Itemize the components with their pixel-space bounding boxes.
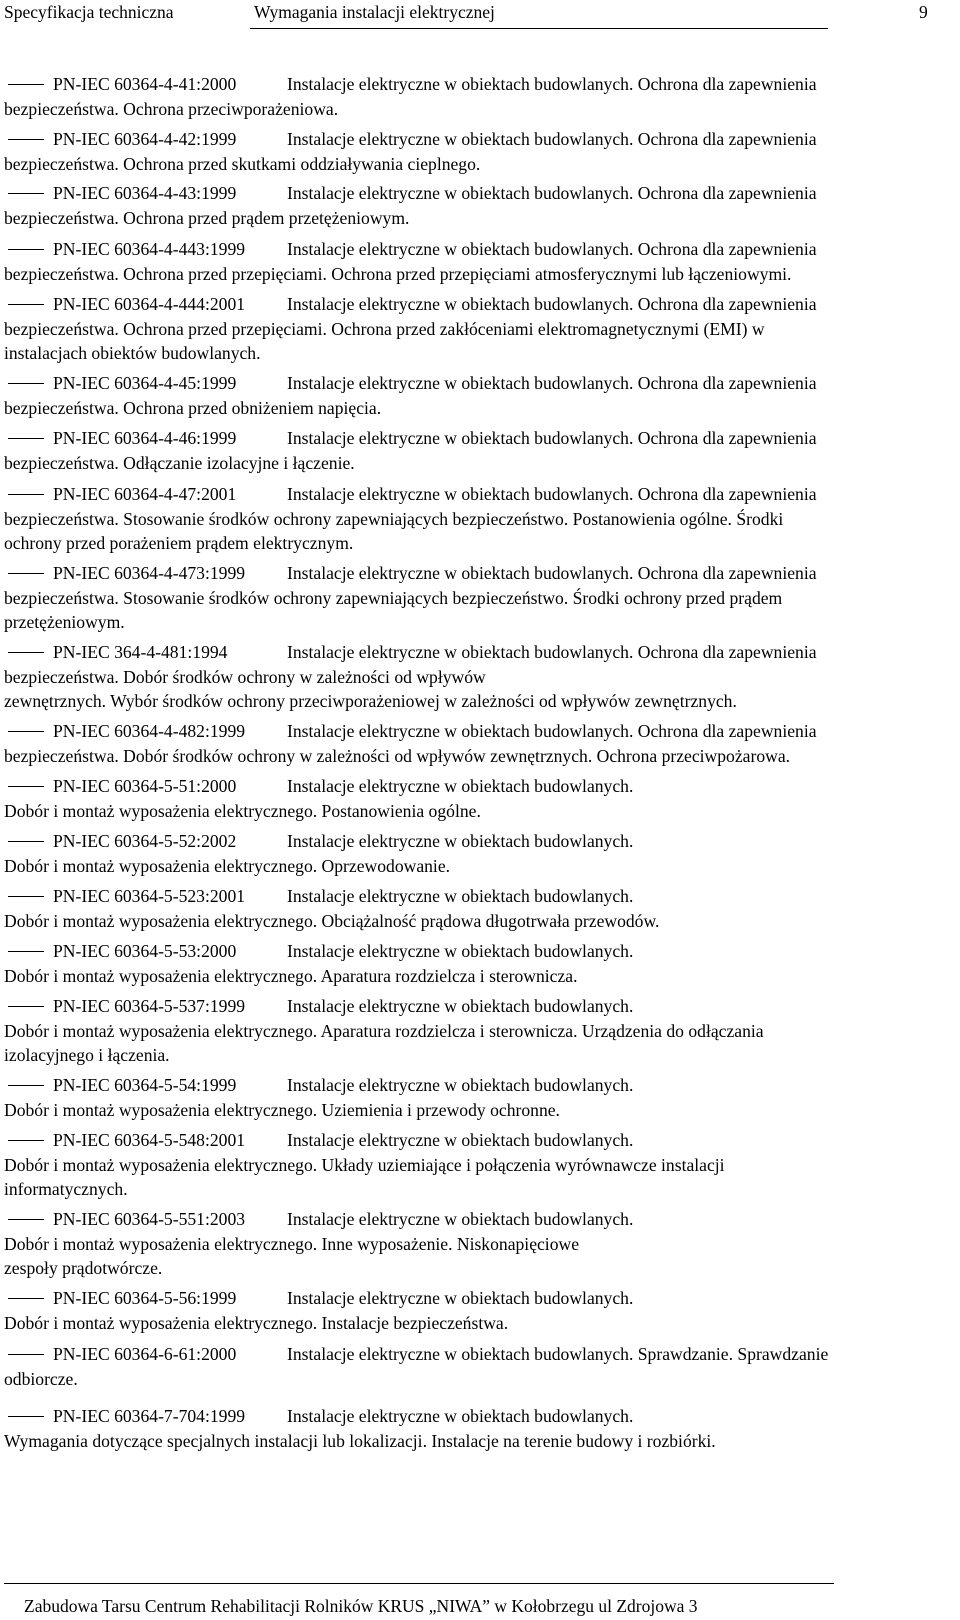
entry-continuation-line: odbiorcze. (4, 1368, 78, 1389)
standard-title: Instalacje elektryczne w obiektach budowlanych. Ochrona dla zapewnienia (287, 239, 817, 259)
em-dash-bullet-icon (4, 1075, 53, 1091)
standard-code: PN-IEC 60364-5-548:2001 (53, 1130, 246, 1150)
entry-continuation-line: bezpieczeństwa. Dobór środków ochrony w zależności od wpływów zewnętrznych. Ochrona przeciwpożarowa. (4, 745, 791, 766)
standard-code: PN-IEC 60364-4-444:2001 (53, 294, 246, 314)
standard-code: PN-IEC 364-4-481:1994 (53, 642, 228, 662)
standard-code: PN-IEC 60364-5-523:2001 (53, 886, 246, 906)
em-dash-bullet-icon (4, 886, 53, 902)
standard-title: Instalacje elektryczne w obiektach budowlanych. (287, 1209, 634, 1229)
standard-code: PN-IEC 60364-5-53:2000 (53, 941, 237, 961)
entry-continuation-line: bezpieczeństwa. Ochrona przed obniżeniem napięcia. (4, 397, 382, 418)
standard-title: Instalacje elektryczne w obiektach budowlanych. Ochrona dla zapewnienia (287, 428, 817, 448)
standard-title: Instalacje elektryczne w obiektach budowlanych. Ochrona dla zapewnienia (287, 129, 817, 149)
entry-continuation-line: bezpieczeństwa. Stosowanie środków ochrony zapewniających bezpieczeństwo. Postanowienia ogólne. Środki (4, 508, 784, 529)
entry-first-line (4, 371, 954, 396)
em-dash-bullet-icon (4, 1344, 53, 1360)
standard-code: PN-IEC 60364-4-47:2001 (53, 484, 237, 504)
entry-first-line (4, 127, 954, 152)
entry-continuation-line: Dobór i montaż wyposażenia elektrycznego. Inne wyposażenie. Niskonapięciowe (4, 1233, 580, 1254)
standard-entry (4, 371, 954, 420)
entry-continuation-line: bezpieczeństwa. Ochrona przeciwporażeniowa. (4, 98, 339, 119)
standard-title: Instalacje elektryczne w obiektach budowlanych. (287, 996, 634, 1016)
entry-first-line (4, 181, 954, 206)
em-dash-bullet-icon (4, 373, 53, 389)
entry-first-line (4, 292, 954, 317)
footer-rule (4, 1583, 834, 1584)
standard-code: PN-IEC 60364-5-52:2002 (53, 831, 237, 851)
standard-title: Instalacje elektryczne w obiektach budowlanych. Ochrona dla zapewnienia (287, 74, 817, 94)
entry-first-line (4, 719, 954, 744)
header-document-type: Specyfikacja techniczna (4, 2, 174, 22)
standard-code: PN-IEC 60364-4-41:2000 (53, 74, 237, 94)
entry-first-line (4, 482, 954, 507)
entry-continuation-line: bezpieczeństwa. Ochrona przed prądem przetężeniowym. (4, 207, 410, 228)
entry-first-line (4, 829, 954, 854)
standard-entry (4, 561, 954, 635)
entry-continuation-line: informatycznych. (4, 1179, 128, 1199)
em-dash-bullet-icon (4, 1130, 53, 1146)
entry-first-line (4, 1286, 954, 1311)
standard-title: Instalacje elektryczne w obiektach budowlanych. (287, 886, 634, 906)
header-page-number: 9 (919, 2, 928, 22)
standard-title: Instalacje elektryczne w obiektach budowlanych. (287, 1288, 634, 1308)
standard-entry (4, 884, 954, 933)
entry-continuation-line: bezpieczeństwa. Stosowanie środków ochrony zapewniających bezpieczeństwo. Środki ochrony przed prądem (4, 587, 783, 608)
entry-continuation-line: Dobór i montaż wyposażenia elektrycznego. Uziemienia i przewody ochronne. (4, 1099, 560, 1120)
entry-first-line (4, 640, 954, 665)
standard-code: PN-IEC 60364-5-56:1999 (53, 1288, 237, 1308)
entry-first-line (4, 1128, 954, 1153)
standard-entry (4, 1286, 954, 1335)
entry-continuation-line: bezpieczeństwa. Ochrona przed przepięciami. Ochrona przed przepięciami atmosferycznymi lub łączeniowymi. (4, 263, 792, 284)
standard-code: PN-IEC 60364-5-537:1999 (53, 996, 246, 1016)
standard-title: Instalacje elektryczne w obiektach budowlanych. (287, 831, 634, 851)
standard-entry (4, 181, 954, 230)
standard-code: PN-IEC 60364-4-443:1999 (53, 239, 246, 259)
entry-first-line (4, 994, 954, 1019)
standard-title: Instalacje elektryczne w obiektach budowlanych. Sprawdzanie. Sprawdzanie (287, 1344, 829, 1364)
entry-continuation-line: zewnętrznych. Wybór środków ochrony przeciwporażeniowej w zależności od wpływów zewnętrznych. (4, 691, 737, 711)
em-dash-bullet-icon (4, 721, 53, 737)
entry-continuation-line: bezpieczeństwa. Ochrona przed skutkami oddziaływania cieplnego. (4, 153, 481, 174)
standard-entry (4, 829, 954, 878)
standard-entry (4, 994, 954, 1068)
standard-title: Instalacje elektryczne w obiektach budowlanych. (287, 1130, 634, 1150)
standard-entry (4, 1207, 954, 1281)
entry-first-line (4, 426, 954, 451)
header-section-title: Wymagania instalacji elektrycznej (254, 2, 495, 22)
em-dash-bullet-icon (4, 1406, 53, 1422)
entry-continuation-line: bezpieczeństwa. Ochrona przed przepięciami. Ochrona przed zakłóceniami elektromagnetycznymi (EMI) w (4, 318, 765, 339)
standard-code: PN-IEC 60364-4-42:1999 (53, 129, 237, 149)
entry-first-line (4, 1404, 954, 1429)
standard-entry (4, 292, 954, 366)
entry-continuation-line: Dobór i montaż wyposażenia elektrycznego. Układy uziemiające i połączenia wyrównawcze instalacji (4, 1154, 725, 1175)
standard-title: Instalacje elektryczne w obiektach budowlanych. (287, 941, 634, 961)
standard-code: PN-IEC 60364-4-46:1999 (53, 428, 237, 448)
standard-title: Instalacje elektryczne w obiektach budowlanych. (287, 1406, 634, 1426)
standard-title: Instalacje elektryczne w obiektach budowlanych. (287, 1075, 634, 1095)
standard-title: Instalacje elektryczne w obiektach budowlanych. Ochrona dla zapewnienia (287, 183, 817, 203)
standard-code: PN-IEC 60364-4-482:1999 (53, 721, 246, 741)
standard-entry (4, 719, 954, 768)
standard-title: Instalacje elektryczne w obiektach budowlanych. Ochrona dla zapewnienia (287, 642, 817, 662)
standard-code: PN-IEC 60364-7-704:1999 (53, 1406, 246, 1426)
entry-first-line (4, 1342, 954, 1367)
standard-entry (4, 939, 954, 988)
em-dash-bullet-icon (4, 74, 53, 90)
standard-title: Instalacje elektryczne w obiektach budowlanych. Ochrona dla zapewnienia (287, 294, 817, 314)
standard-code: PN-IEC 60364-5-54:1999 (53, 1075, 237, 1095)
standard-code: PN-IEC 60364-4-473:1999 (53, 563, 246, 583)
em-dash-bullet-icon (4, 776, 53, 792)
entry-continuation-line: izolacyjnego i łączenia. (4, 1045, 170, 1065)
standard-code: PN-IEC 60364-4-43:1999 (53, 183, 237, 203)
entry-continuation-line: Dobór i montaż wyposażenia elektrycznego. Aparatura rozdzielcza i sterownicza. (4, 965, 578, 986)
header-rule (250, 28, 828, 29)
em-dash-bullet-icon (4, 642, 53, 658)
page-header (4, 0, 934, 28)
entry-continuation-line: Dobór i montaż wyposażenia elektrycznego. Oprzewodowanie. (4, 855, 451, 876)
em-dash-bullet-icon (4, 996, 53, 1012)
entry-continuation-line: Wymagania dotyczące specjalnych instalacji lub lokalizacji. Instalacje na terenie budowy i rozbiórki. (4, 1430, 716, 1451)
standard-code: PN-IEC 60364-4-45:1999 (53, 373, 237, 393)
entry-continuation-line: ochrony przed porażeniem prądem elektrycznym. (4, 533, 354, 553)
entry-first-line (4, 939, 954, 964)
standard-entry (4, 1128, 954, 1202)
entry-continuation-line: instalacjach obiektów budowlanych. (4, 343, 261, 363)
standard-entry (4, 72, 954, 121)
entry-first-line (4, 237, 954, 262)
standard-title: Instalacje elektryczne w obiektach budowlanych. (287, 776, 634, 796)
em-dash-bullet-icon (4, 563, 53, 579)
em-dash-bullet-icon (4, 239, 53, 255)
entry-continuation-line: zespoły prądotwórcze. (4, 1258, 163, 1278)
standard-title: Instalacje elektryczne w obiektach budowlanych. Ochrona dla zapewnienia (287, 484, 817, 504)
standard-entry (4, 1073, 954, 1122)
standard-entry (4, 127, 954, 176)
standard-entry (4, 1404, 954, 1453)
standard-entry (4, 774, 954, 823)
standard-code: PN-IEC 60364-6-61:2000 (53, 1344, 237, 1364)
em-dash-bullet-icon (4, 941, 53, 957)
standard-title: Instalacje elektryczne w obiektach budowlanych. Ochrona dla zapewnienia (287, 721, 817, 741)
standard-title: Instalacje elektryczne w obiektach budowlanych. Ochrona dla zapewnienia (287, 563, 817, 583)
standard-code: PN-IEC 60364-5-551:2003 (53, 1209, 246, 1229)
em-dash-bullet-icon (4, 428, 53, 444)
em-dash-bullet-icon (4, 1209, 53, 1225)
entry-continuation-line: Dobór i montaż wyposażenia elektrycznego. Postanowienia ogólne. (4, 800, 481, 821)
entry-continuation-line: Dobór i montaż wyposażenia elektrycznego. Instalacje bezpieczeństwa. (4, 1312, 509, 1333)
entry-first-line (4, 561, 954, 586)
em-dash-bullet-icon (4, 1288, 53, 1304)
standard-title: Instalacje elektryczne w obiektach budowlanych. Ochrona dla zapewnienia (287, 373, 817, 393)
em-dash-bullet-icon (4, 831, 53, 847)
entry-continuation-line: bezpieczeństwa. Odłączanie izolacyjne i łączenie. (4, 452, 355, 473)
em-dash-bullet-icon (4, 183, 53, 199)
entry-first-line (4, 1207, 954, 1232)
entry-continuation-line: Dobór i montaż wyposażenia elektrycznego. Obciążalność prądowa długotrwała przewodów. (4, 910, 660, 931)
page-footer: Zabudowa Tarsu Centrum Rehabilitacji Rolników KRUS „NIWA” w Kołobrzegu ul Zdrojowa 3 (24, 1596, 698, 1616)
standard-entry (4, 640, 954, 714)
em-dash-bullet-icon (4, 484, 53, 500)
entry-continuation-line: bezpieczeństwa. Dobór środków ochrony w zależności od wpływów (4, 666, 486, 687)
entry-continuation-line: Dobór i montaż wyposażenia elektrycznego. Aparatura rozdzielcza i sterownicza. Urządzenia do odłączania (4, 1020, 764, 1041)
standard-entry (4, 237, 954, 286)
entry-first-line (4, 72, 954, 97)
em-dash-bullet-icon (4, 294, 53, 310)
standard-entry (4, 1342, 954, 1391)
entry-first-line (4, 884, 954, 909)
em-dash-bullet-icon (4, 129, 53, 145)
standard-code: PN-IEC 60364-5-51:2000 (53, 776, 237, 796)
entry-first-line (4, 1073, 954, 1098)
standard-entry (4, 482, 954, 556)
standard-entry (4, 426, 954, 475)
entry-first-line (4, 774, 954, 799)
entry-continuation-line: przetężeniowym. (4, 612, 125, 632)
